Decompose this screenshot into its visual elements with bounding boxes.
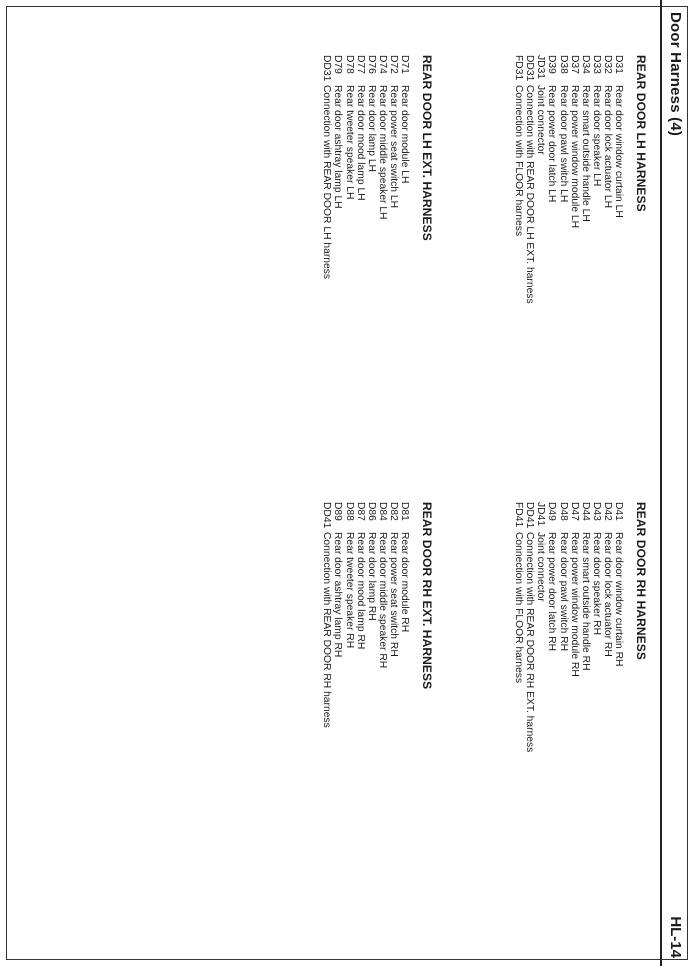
connector-code: D76	[365, 55, 377, 74]
section-rear-door-lh-harness	[513, 55, 648, 485]
connector-row	[524, 55, 535, 485]
connector-description: Rear door module LH	[399, 85, 410, 184]
connector-row	[580, 55, 591, 485]
connector-code: D78	[343, 55, 355, 74]
connector-row	[321, 502, 332, 932]
connector-row	[399, 55, 410, 485]
connector-row	[343, 55, 354, 485]
header-divider	[660, 0, 662, 966]
connector-code: D84	[376, 502, 388, 521]
connector-row	[343, 502, 354, 932]
connector-description: Rear power window module LH	[568, 85, 580, 229]
connector-code: D72	[387, 55, 399, 74]
connector-code: DD41	[321, 502, 333, 529]
section-rear-door-rh-harness	[513, 502, 648, 932]
connector-code: D81	[399, 502, 410, 521]
connector-row	[388, 502, 399, 932]
page-number: HL-14	[667, 916, 684, 958]
section-title: REAR DOOR RH HARNESS	[634, 502, 648, 661]
connector-row	[580, 502, 591, 932]
connector-description: Rear door mood lamp RH	[354, 532, 366, 650]
connector-description: Rear smart outside handle RH	[579, 532, 591, 671]
connector-row	[355, 502, 366, 932]
connector-code: D31	[613, 55, 624, 74]
connector-row	[602, 502, 613, 932]
connector-row	[557, 502, 568, 932]
connector-description: Rear door speaker LH	[590, 85, 602, 187]
connector-code: DD31	[524, 55, 536, 82]
connector-code: D74	[376, 55, 388, 74]
connector-row	[546, 55, 557, 485]
connector-description: Rear door mood lamp LH	[354, 85, 366, 201]
connector-description: Rear door pawl switch RH	[557, 532, 569, 652]
connector-code: D38	[557, 55, 569, 74]
connector-description: Rear door lamp LH	[365, 85, 377, 172]
connector-description: Rear door ashtray lamp RH	[332, 532, 344, 658]
connector-description: Rear door window curtain RH	[613, 532, 624, 667]
connector-row	[366, 502, 377, 932]
connector-code: D89	[332, 502, 344, 521]
connector-row	[366, 55, 377, 485]
connector-description: Rear door lock actuator RH	[601, 532, 613, 657]
section-rear-door-rh-ext-harness	[321, 502, 434, 932]
connector-row	[557, 55, 568, 485]
section-rear-door-lh-ext-harness	[321, 55, 434, 485]
connector-description: Rear door ashtray lamp LH	[332, 85, 344, 209]
connector-row	[377, 55, 388, 485]
connector-row	[613, 55, 624, 485]
connector-code: D47	[568, 502, 580, 521]
connector-row	[321, 55, 332, 485]
connector-description: Connection with FLOOR harness	[513, 85, 525, 237]
connector-row	[355, 55, 366, 485]
connector-code: D41	[613, 502, 624, 521]
connector-list	[321, 55, 410, 485]
connector-code: D34	[579, 55, 591, 74]
connector-code: D32	[601, 55, 613, 74]
connector-row	[513, 502, 524, 932]
connector-code: D77	[354, 55, 366, 74]
connector-code: D79	[332, 55, 344, 74]
section-title: REAR DOOR LH EXT. HARNESS	[420, 55, 434, 241]
connector-description: Rear power seat switch RH	[387, 532, 399, 657]
connector-row	[569, 502, 580, 932]
connector-row	[332, 55, 343, 485]
connector-description: Connection with REAR DOOR LH harness	[321, 85, 333, 280]
connector-description: Connection with FLOOR harness	[513, 532, 525, 684]
connector-row	[388, 55, 399, 485]
connector-row	[591, 502, 602, 932]
connector-list	[513, 502, 624, 932]
connector-description: Rear smart outside handle LH	[579, 85, 591, 222]
connector-code: D49	[546, 502, 558, 521]
connector-code: FD31	[513, 55, 525, 81]
connector-description: Rear door module RH	[399, 532, 410, 633]
section-title: REAR DOOR LH HARNESS	[634, 55, 648, 212]
connector-description: Rear power door latch RH	[546, 532, 558, 652]
connector-code: D42	[601, 502, 613, 521]
section-title: REAR DOOR RH EXT. HARNESS	[420, 502, 434, 690]
connector-code: D39	[546, 55, 558, 74]
connector-code: D71	[399, 55, 410, 74]
connector-code: D88	[343, 502, 355, 521]
connector-description: Joint connector	[535, 85, 547, 155]
connector-row	[535, 502, 546, 932]
connector-row	[613, 502, 624, 932]
connector-description: Rear door lock actuator LH	[601, 85, 613, 209]
connector-row	[399, 502, 410, 932]
connector-description: Rear power door latch LH	[546, 85, 558, 203]
connector-description: Rear door middle speaker LH	[376, 85, 388, 220]
connector-code: FD41	[513, 502, 525, 528]
connector-code: D44	[579, 502, 591, 521]
page-title: Door Harness (4)	[667, 12, 684, 137]
connector-code: D37	[568, 55, 580, 74]
connector-code: D82	[387, 502, 399, 521]
connector-row	[513, 55, 524, 485]
connector-description: Rear door lamp RH	[365, 532, 377, 621]
connector-description: Rear door middle speaker RH	[376, 532, 388, 669]
connector-description: Connection with REAR DOOR RH EXT. harness	[524, 532, 536, 753]
connector-description: Rear power window module RH	[568, 532, 580, 677]
connector-row	[546, 502, 557, 932]
connector-code: D48	[557, 502, 569, 521]
connector-row	[591, 55, 602, 485]
connector-row	[332, 502, 343, 932]
connector-row	[535, 55, 546, 485]
connector-description: Joint connector	[535, 532, 547, 602]
connector-description: Rear door pawl switch LH	[557, 85, 569, 203]
connector-code: DD41	[524, 502, 536, 529]
connector-description: Rear tweeter speaker RH	[343, 532, 355, 649]
connector-code: DD31	[321, 55, 333, 82]
connector-code: D87	[354, 502, 366, 521]
connector-code: D33	[590, 55, 602, 74]
connector-code: JD31	[535, 55, 547, 80]
connector-description: Rear door speaker RH	[590, 532, 602, 636]
connector-description: Rear tweeter speaker LH	[343, 85, 355, 200]
connector-row	[524, 502, 535, 932]
connector-code: D86	[365, 502, 377, 521]
connector-code: D43	[590, 502, 602, 521]
connector-description: Rear door window curtain LH	[613, 85, 624, 218]
connector-list	[513, 55, 624, 485]
connector-row	[569, 55, 580, 485]
connector-row	[377, 502, 388, 932]
connector-row	[602, 55, 613, 485]
connector-description: Connection with REAR DOOR LH EXT. harness	[524, 85, 536, 304]
connector-description: Connection with REAR DOOR RH harness	[321, 532, 333, 728]
connector-description: Rear power seat switch LH	[387, 85, 399, 209]
connector-code: JD41	[535, 502, 547, 527]
connector-list	[321, 502, 410, 932]
